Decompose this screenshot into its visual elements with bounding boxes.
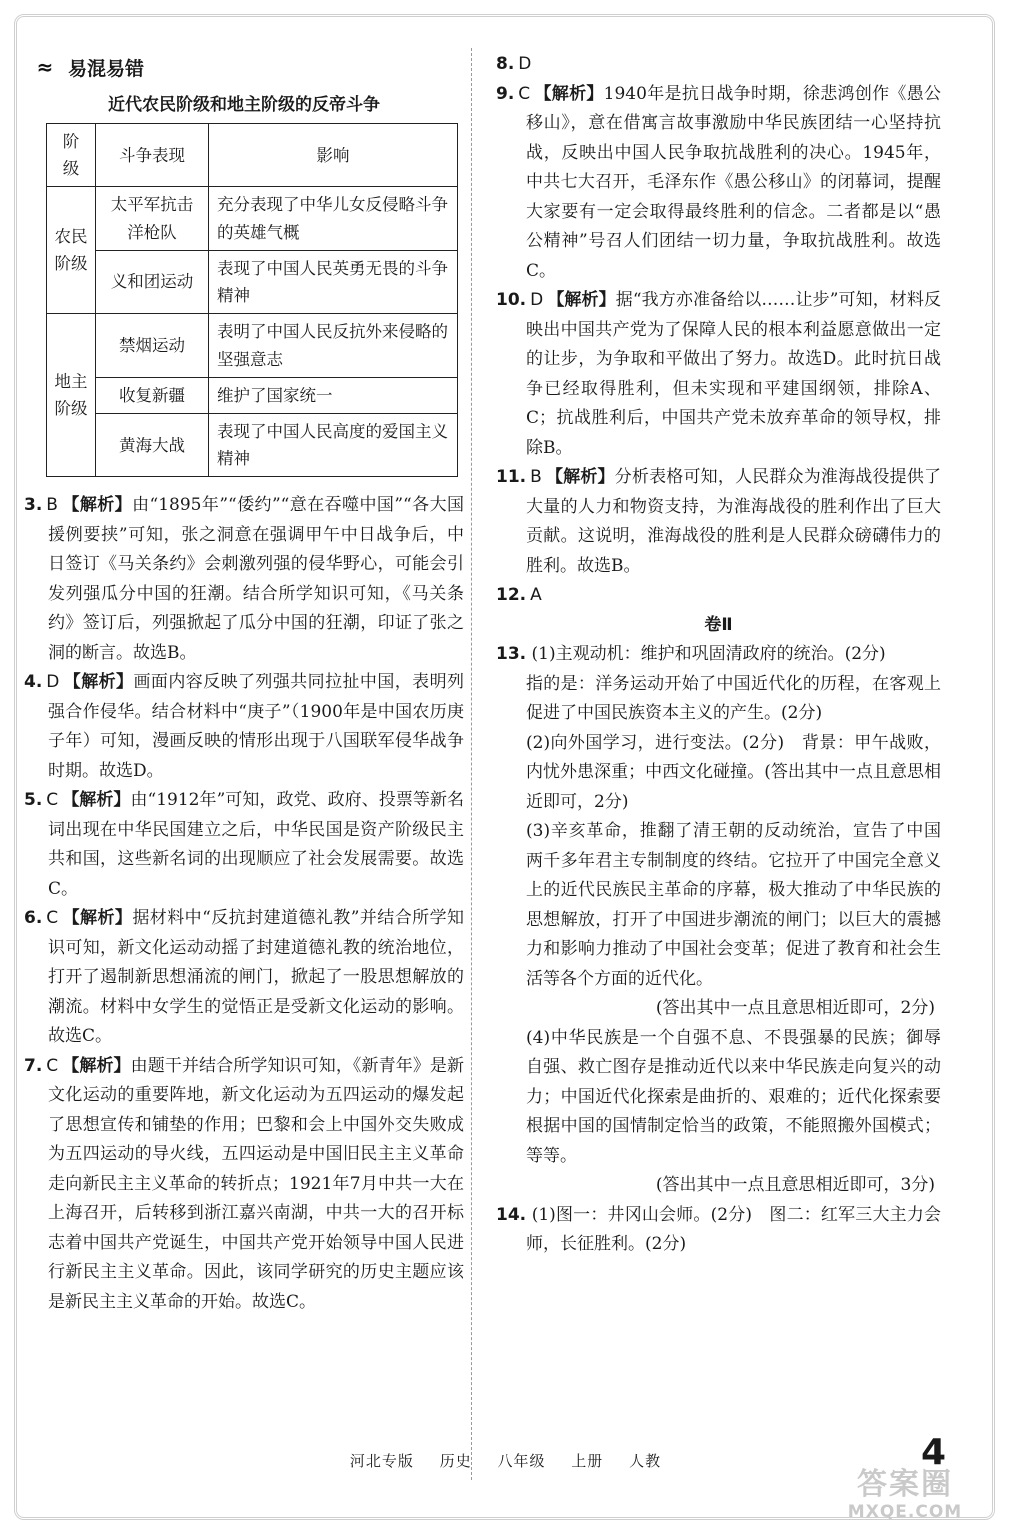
answer-letter: B [530,467,542,487]
table-row [47,187,458,250]
question-number: 9. [496,83,515,104]
analysis-tag: 【解析】 [545,467,615,487]
answer-paragraph: (3)辛亥革命，推翻了清王朝的反动统治，宣告了中国两千多年君主专制制度的终结。它拉开了中国完全意义上的近代民族民主革命的序幕，极大推动了中华民族的思想解放，打开了中国进步潮流的闸门；以巨大的震撼力和影响力推动了中国社会变革；促进了教育和社会生活等各个方面的近代化。 [526,821,941,989]
answer-text: 分析表格可知，人民群众为淮海战役提供了大量的人力和物资支持，为淮海战役的胜利作出了巨大贡献。这说明，淮海战役的胜利是人民群众磅礴伟力的胜利。故选B。 [526,467,942,576]
struggle-cell: 黄海大战 [96,413,209,476]
answer-item [24,904,464,1052]
answer-text: (1)图一：井冈山会师。(2分) 图二：红军三大主力会师，长征胜利。(2分) [526,1204,941,1254]
answer-item [496,640,941,670]
answer-item [24,491,464,668]
impact-cell: 维护了国家统一 [209,377,458,413]
left-column [24,50,464,1317]
column-divider [471,48,472,1480]
question-number: 7. [24,1055,43,1076]
score-note: (答出其中一点且意思相近即可，2分) [655,998,935,1018]
struggle-cell: 禁烟运动 [96,314,209,377]
waves-icon: ≈ [36,55,54,79]
answer-letter: C [46,1055,59,1076]
answer-item [24,1052,464,1318]
struggle-cell: 义和团运动 [96,250,209,313]
answer-letter: D [46,672,60,693]
table-row [47,314,458,377]
answer-item [496,463,941,581]
struggle-cell: 太平军抗击洋枪队 [96,187,209,250]
answer-letter: C [46,790,59,811]
answer-text: 由“1895年”“倭约”“意在吞噬中国”“各大国援例要挟”可知，张之洞意在强调甲午中日战争后，中日签订《马关条约》会刺激列强的侵华野心，可能会引发列强瓜分中国的狂潮。结合所学知识可知，《马关条约》签订后，列强掀起了瓜分中国的狂潮，印证了张之洞的断言。故选B。 [48,495,464,663]
answer-letter: D [530,290,544,310]
answer-text: 画面内容反映了列强共同拉扯中国，表明列强合作侵华。结合材料中“庚子”（1900年是中国农历庚子年）可知，漫画反映的情形出现于八国联军侵华战争时期。故选D。 [48,672,465,781]
struggle-cell: 收复新疆 [96,377,209,413]
impact-cell: 表现了中国人民英勇无畏的斗争精神 [209,250,458,313]
footer-edition: 河北专版 [349,1452,414,1470]
watermark-url: MXQE.COM [847,1502,963,1522]
answer-letter: C [518,83,531,104]
analysis-tag: 【解析】 [61,495,133,516]
table-row [47,377,458,413]
question-number: 14. [496,1204,527,1225]
question-number: 4. [24,672,43,693]
tip-box-header [24,50,464,84]
answer-item [24,668,464,786]
class-cell: 农民阶级 [47,187,96,314]
footer-volume: 上册 [571,1452,604,1470]
answer-paragraph: (2)向外国学习，进行变法。(2分) 背景：甲午战败，内忧外患深重；中西文化碰撞。(答出其中一点且意思相近即可，2分) [526,732,941,812]
question-number: 10. [496,290,527,310]
question-number: 12. [496,585,527,605]
score-note: (答出其中一点且意思相近即可，3分) [655,1175,935,1195]
question-number: 11. [496,467,527,487]
question-number: 6. [24,908,43,929]
answer-item [496,50,941,80]
answer-letter: D [518,54,532,74]
question-number: 3. [24,495,43,516]
table-title: 近代农民阶级和地主阶级的反帝斗争 [108,95,380,115]
answer-paragraph: 指的是：洋务运动开始了中国近代化的历程，在客观上促进了中国民族资本主义的产生。(2分) [526,673,941,723]
table-header-cell: 阶级 [47,124,96,187]
answer-text: 据材料中“反抗封建道德礼教”并结合所学知识可知，新文化运动动摇了封建道德礼教的统治地位，打开了遏制新思想涌流的闸门，掀起了一股思想解放的潮流。材料中女学生的觉悟正是受新文化运动的影响。故选C。 [48,908,465,1047]
answer-text: 1940年是抗日战争时期，徐悲鸿创作《愚公移山》，意在借寓言故事激励中华民族团结一心坚持抗战，反映出中国人民争取抗战胜利的决心。1945年，中共七大召开，毛泽东作《愚公移山》的闭幕词，提醒大家要有一定会取得最终胜利的信念。二者都是以“愚公精神”号召人们团结一切力量，争取抗战胜利。故选C。 [526,83,942,281]
watermark-text: 答案圈 [857,1467,953,1502]
analysis-tag: 【解析】 [62,908,133,929]
table-row [47,250,458,313]
question-number: 13. [496,644,527,664]
footer-subject: 历史 [439,1452,472,1470]
answer-paragraph: (4)中华民族是一个自强不息、不畏强暴的民族；御辱自强、救亡图存是推动近代以来中华民族走向复兴的动力；中国近代化探索是曲折的、艰难的；近代化探索要根据中国的国情制定恰当的政策，不能照搬外国模式；等等。 [526,1027,941,1166]
answer-text: (1)主观动机：维护和巩固清政府的统治。(2分) [531,644,886,664]
class-cell: 地主阶级 [47,314,96,477]
impact-cell: 表现了中国人民高度的爱国主义精神 [209,413,458,476]
question-number: 5. [24,790,43,811]
tip-box-title: 易混易错 [68,57,145,80]
right-column [496,50,941,1260]
comparison-table [46,123,458,477]
watermark-logo [820,1467,990,1530]
answer-item [496,581,941,611]
table-header-cell: 影响 [209,124,458,187]
impact-cell: 表明了中国人民反抗外来侵略的坚强意志 [209,314,458,377]
analysis-tag: 【解析】 [62,790,131,811]
answer-item [496,1201,941,1260]
footer-publisher: 人教 [629,1452,662,1470]
analysis-tag: 【解析】 [62,1055,131,1076]
section-title: 卷Ⅱ [704,614,733,635]
answer-text: 据“我方亦准备给以……让步”可知，材料反映出中国共产党为了保障人民的根本利益愿意做出一定的让步，为争取和平做出了努力。故选D。此时抗日战争已经取得胜利，但未实现和平建国纲领，排除A、C；抗战胜利后，中国共产党未放弃革命的领导权，排除B。 [526,290,942,458]
analysis-tag: 【解析】 [534,83,604,104]
footer-grade: 八年级 [497,1452,546,1470]
table-header-cell: 斗争表现 [96,124,209,187]
answer-text: 由题干并结合所学知识可知，《新青年》是新文化运动的重要阵地，新文化运动为五四运动的爆发起了思想宣传和铺垫的作用；巴黎和会上中国外交失败成为五四运动的导火线，五四运动是中国旧民主主义革命走向新民主主义革命的转折点；1921年7月中共一大在上海召开，后转移到浙江嘉兴南湖，中共一大的召开标志着中国共产党诞生，中国共产党开始领导中国人民进行新民主主义革命。因此，该同学研究的历史主题应该是新民主主义革命的开始。故选C。 [48,1055,465,1312]
answer-text: 由“1912年”可知，政党、政府、投票等新名词出现在中华民国建立之后，中华民国是资产阶级民主共和国，这些新名词的出现顺应了社会发展需要。故选C。 [48,790,465,899]
answer-letter: C [46,908,59,929]
answer-item [24,786,464,904]
analysis-tag: 【解析】 [547,290,616,310]
table-row [47,413,458,476]
answer-item [496,286,941,463]
answer-item [496,80,941,287]
answer-letter: B [46,495,58,516]
page-number: 4 [921,1432,947,1473]
answer-letter: A [530,585,542,605]
analysis-tag: 【解析】 [63,672,134,693]
table-header-row [47,124,458,187]
question-number: 8. [496,54,515,74]
impact-cell: 充分表现了中华儿女反侵略斗争的英雄气概 [209,187,458,250]
